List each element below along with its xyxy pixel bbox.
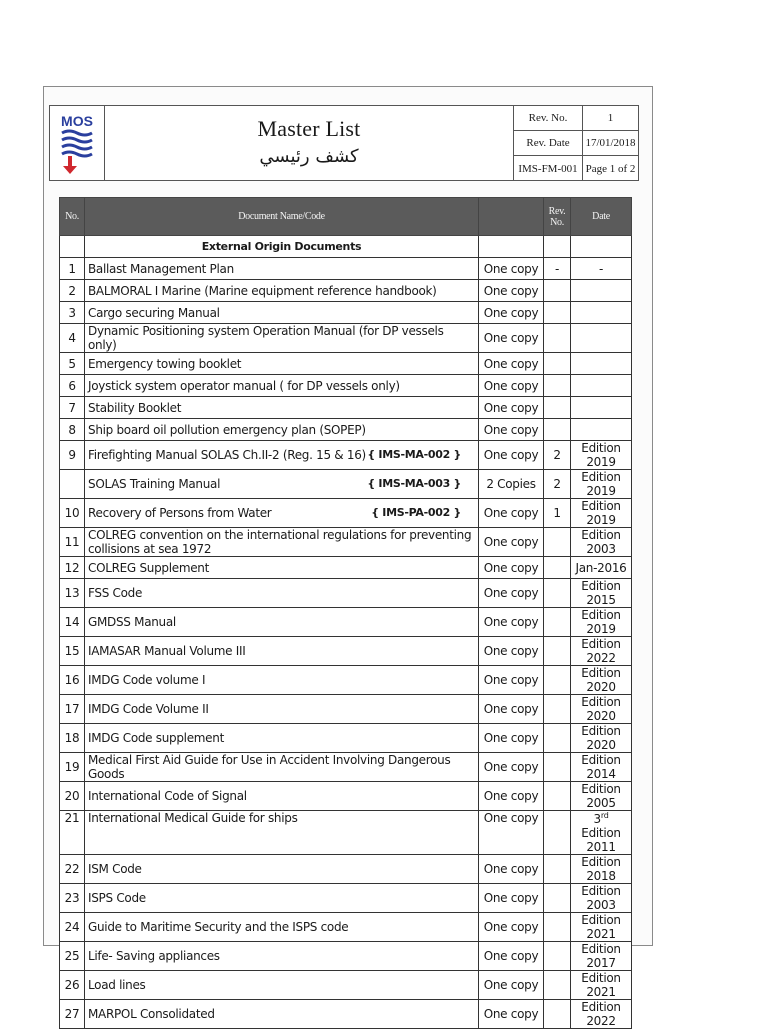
section-title: External Origin Documents — [85, 236, 479, 258]
edition-date — [571, 397, 632, 419]
edition-date — [571, 324, 632, 353]
rev-no-row — [514, 106, 638, 131]
copy-count: One copy — [479, 557, 544, 579]
copy-count: One copy — [479, 441, 544, 470]
rev-number — [544, 913, 571, 942]
document-name — [85, 782, 479, 811]
rev-number — [544, 666, 571, 695]
table-row — [60, 637, 632, 666]
row-number: 24 — [60, 913, 85, 942]
copy-count: One copy — [479, 528, 544, 557]
table-header-row — [60, 198, 632, 236]
rev-date-value: 17/01/2018 — [585, 137, 636, 149]
table-row — [60, 782, 632, 811]
row-number: 11 — [60, 528, 85, 557]
title-block — [105, 106, 514, 180]
document-name — [85, 353, 479, 375]
edition-date: Jan-2016 — [571, 557, 632, 579]
copy-count: One copy — [479, 280, 544, 302]
edition-date — [571, 280, 632, 302]
copy-count: One copy — [479, 811, 544, 855]
edition-date: Edition 2022 — [571, 1000, 632, 1029]
document-name — [85, 579, 479, 608]
document-name-text: Cargo securing Manual — [88, 305, 220, 320]
document-name — [85, 302, 479, 324]
copy-count: One copy — [479, 375, 544, 397]
table-row — [60, 579, 632, 608]
row-number: 5 — [60, 353, 85, 375]
edition-date: - — [571, 258, 632, 280]
rev-number — [544, 782, 571, 811]
document-name — [85, 1000, 479, 1029]
form-code: IMS-FM-001 — [514, 156, 583, 181]
edition-date: Edition 2021 — [571, 971, 632, 1000]
copy-count: One copy — [479, 579, 544, 608]
rev-number: 1 — [544, 499, 571, 528]
document-name — [85, 557, 479, 579]
table-row — [60, 913, 632, 942]
row-number: 1 — [60, 258, 85, 280]
rev-number — [544, 855, 571, 884]
document-name-text: MARPOL Consolidated — [88, 1007, 215, 1021]
document-name-text: Dynamic Positioning system Operation Manual (for DP vessels only) — [88, 324, 444, 352]
row-number: 27 — [60, 1000, 85, 1029]
edition-date: Edition 2019 — [571, 470, 632, 499]
edition-date — [571, 419, 632, 441]
copy-count: One copy — [479, 942, 544, 971]
page-info: Page 1 of 2 — [585, 162, 636, 175]
document-name — [85, 528, 479, 557]
copy-count: One copy — [479, 324, 544, 353]
document-name-text: BALMORAL I Marine (Marine equipment reference handbook) — [88, 283, 437, 298]
rev-date-row — [514, 131, 638, 156]
document-name-text: FSS Code — [88, 586, 143, 600]
document-name — [85, 913, 479, 942]
edition-date: Edition 2005 — [571, 782, 632, 811]
table-row — [60, 324, 632, 353]
master-list-table — [59, 197, 632, 1029]
rev-number — [544, 557, 571, 579]
edition-date — [571, 353, 632, 375]
edition-date: Edition 2020 — [571, 695, 632, 724]
edition-date: 3rd Edition 2011 — [571, 811, 632, 855]
document-code: { IMS-PA-002 } — [371, 506, 461, 519]
rev-number — [544, 579, 571, 608]
table-row — [60, 971, 632, 1000]
rev-number — [544, 884, 571, 913]
rev-number — [544, 637, 571, 666]
copy-count: One copy — [479, 971, 544, 1000]
table-row — [60, 397, 632, 419]
document-name — [85, 811, 479, 855]
table-row — [60, 666, 632, 695]
edition-date: Edition 2019 — [571, 441, 632, 470]
table-row — [60, 302, 632, 324]
edition-date: Edition 2003 — [571, 884, 632, 913]
copy-count: One copy — [479, 913, 544, 942]
copy-count: One copy — [479, 419, 544, 441]
edition-date: Edition 2018 — [571, 855, 632, 884]
document-name-text: GMDSS Manual — [88, 615, 176, 629]
row-number: 23 — [60, 884, 85, 913]
copy-count: One copy — [479, 753, 544, 782]
copy-count: One copy — [479, 258, 544, 280]
document-name-text: ISPS Code — [88, 891, 146, 905]
document-name-text: Firefighting Manual SOLAS Ch.II-2 (Reg. 15 & 16) — [88, 448, 366, 462]
row-number — [60, 470, 85, 499]
revision-info — [514, 106, 638, 180]
document-name — [85, 419, 479, 441]
document-name — [85, 499, 479, 528]
document-name-text: IAMASAR Manual Volume III — [88, 644, 246, 658]
table-row — [60, 441, 632, 470]
document-page — [43, 86, 653, 1028]
document-name — [85, 375, 479, 397]
table-row — [60, 724, 632, 753]
row-number: 8 — [60, 419, 85, 441]
copy-count: One copy — [479, 724, 544, 753]
rev-number — [544, 302, 571, 324]
table-row — [60, 855, 632, 884]
document-code: { IMS-MA-002 } — [367, 448, 461, 461]
document-name-text: Ship board oil pollution emergency plan (SOPEP) — [88, 422, 366, 437]
row-number: 21 — [60, 811, 85, 855]
document-name — [85, 280, 479, 302]
document-name — [85, 695, 479, 724]
col-name-header: Document Name/Code — [85, 198, 479, 236]
rev-number: 2 — [544, 441, 571, 470]
document-name-text: Emergency towing booklet — [88, 356, 242, 371]
svg-text:MOS: MOS — [61, 113, 93, 129]
copy-count: One copy — [479, 608, 544, 637]
copy-count: One copy — [479, 884, 544, 913]
rev-number — [544, 353, 571, 375]
edition-date — [571, 375, 632, 397]
edition-date: Edition 2019 — [571, 608, 632, 637]
document-name-text: COLREG Supplement — [88, 560, 209, 575]
rev-number — [544, 375, 571, 397]
col-date-header: Date — [571, 198, 632, 236]
col-no-header: No. — [60, 198, 85, 236]
document-name — [85, 753, 479, 782]
row-number: 25 — [60, 942, 85, 971]
table-row — [60, 557, 632, 579]
table-row — [60, 419, 632, 441]
edition-date — [571, 302, 632, 324]
row-number: 17 — [60, 695, 85, 724]
table-row — [60, 695, 632, 724]
rev-number — [544, 397, 571, 419]
document-name — [85, 666, 479, 695]
row-number: 13 — [60, 579, 85, 608]
table-row — [60, 280, 632, 302]
table-row — [60, 1000, 632, 1029]
document-name — [85, 971, 479, 1000]
rev-number: - — [544, 258, 571, 280]
row-number: 14 — [60, 608, 85, 637]
table-row — [60, 811, 632, 855]
edition-date: Edition 2017 — [571, 942, 632, 971]
rev-number — [544, 1000, 571, 1029]
edition-date: Edition 2015 — [571, 579, 632, 608]
document-name-text: Medical First Aid Guide for Use in Accident Involving Dangerous Goods — [88, 753, 451, 781]
row-number: 15 — [60, 637, 85, 666]
rev-number — [544, 942, 571, 971]
row-number: 18 — [60, 724, 85, 753]
document-name-text: Life- Saving appliances — [88, 949, 220, 963]
rev-no-value: 1 — [607, 112, 614, 124]
rev-number — [544, 528, 571, 557]
table-row — [60, 942, 632, 971]
rev-number — [544, 280, 571, 302]
copy-count: One copy — [479, 353, 544, 375]
rev-number: 2 — [544, 470, 571, 499]
table-row — [60, 884, 632, 913]
document-name — [85, 724, 479, 753]
document-name-text: IMDG Code volume I — [88, 673, 206, 687]
copy-count: One copy — [479, 637, 544, 666]
document-name — [85, 608, 479, 637]
col-rev-header: Rev. No. — [544, 198, 571, 236]
rev-number — [544, 608, 571, 637]
copy-count: One copy — [479, 1000, 544, 1029]
document-title-arabic: كشف رئيسي — [259, 146, 359, 167]
rev-number — [544, 971, 571, 1000]
rev-number — [544, 324, 571, 353]
table-row — [60, 753, 632, 782]
edition-date: Edition 2021 — [571, 913, 632, 942]
copy-count: One copy — [479, 666, 544, 695]
table-row — [60, 499, 632, 528]
rev-no-label: Rev. No. — [514, 106, 583, 130]
row-number: 7 — [60, 397, 85, 419]
document-name — [85, 324, 479, 353]
document-name — [85, 441, 479, 470]
document-name-text: Guide to Maritime Security and the ISPS code — [88, 920, 349, 934]
document-name — [85, 855, 479, 884]
row-number: 20 — [60, 782, 85, 811]
section-row — [60, 236, 632, 258]
document-title: Master List — [257, 116, 361, 141]
edition-date: Edition 2003 — [571, 528, 632, 557]
table-row — [60, 528, 632, 557]
form-code-row — [514, 156, 638, 181]
row-number: 2 — [60, 280, 85, 302]
copy-count: One copy — [479, 855, 544, 884]
document-name — [85, 637, 479, 666]
document-name — [85, 470, 479, 499]
edition-date: Edition 2022 — [571, 637, 632, 666]
document-name-text: Stability Booklet — [88, 400, 182, 415]
col-copy-header — [479, 198, 544, 236]
document-name-text: International Code of Signal — [88, 789, 247, 803]
edition-date: Edition 2019 — [571, 499, 632, 528]
document-name-text: Recovery of Persons from Water — [88, 506, 272, 520]
copy-count: One copy — [479, 695, 544, 724]
copy-count: One copy — [479, 499, 544, 528]
table-row — [60, 375, 632, 397]
copy-count: One copy — [479, 397, 544, 419]
rev-number — [544, 724, 571, 753]
document-name-text: ISM Code — [88, 862, 142, 876]
rev-number — [544, 419, 571, 441]
row-number: 26 — [60, 971, 85, 1000]
table-row — [60, 470, 632, 499]
row-number: 6 — [60, 375, 85, 397]
company-logo — [50, 106, 105, 180]
document-header — [49, 105, 639, 181]
mos-logo-icon — [50, 106, 104, 180]
row-number: 3 — [60, 302, 85, 324]
document-name-text: IMDG Code supplement — [88, 731, 224, 745]
rev-number — [544, 753, 571, 782]
table-row — [60, 608, 632, 637]
row-number: 22 — [60, 855, 85, 884]
document-name-text: Ballast Management Plan — [88, 261, 234, 276]
copy-count: One copy — [479, 782, 544, 811]
document-name-text: IMDG Code Volume II — [88, 702, 209, 716]
edition-date: Edition 2014 — [571, 753, 632, 782]
rev-number — [544, 695, 571, 724]
rev-date-label: Rev. Date — [514, 131, 583, 155]
table-row — [60, 353, 632, 375]
table-row — [60, 258, 632, 280]
rev-number — [544, 811, 571, 855]
row-number: 10 — [60, 499, 85, 528]
document-name — [85, 884, 479, 913]
edition-date: Edition 2020 — [571, 666, 632, 695]
document-name-text: Joystick system operator manual ( for DP vessels only) — [88, 378, 400, 393]
document-name-text: Load lines — [88, 978, 146, 992]
document-name — [85, 397, 479, 419]
row-number: 19 — [60, 753, 85, 782]
copy-count: One copy — [479, 302, 544, 324]
document-name-text: International Medical Guide for ships — [88, 811, 298, 825]
document-code: { IMS-MA-003 } — [367, 477, 461, 490]
row-number: 16 — [60, 666, 85, 695]
row-number: 4 — [60, 324, 85, 353]
document-name — [85, 942, 479, 971]
row-number: 12 — [60, 557, 85, 579]
row-number: 9 — [60, 441, 85, 470]
document-name-text: COLREG convention on the international regulations for preventing collisions at sea 1972 — [88, 528, 472, 556]
document-name-text: SOLAS Training Manual — [88, 477, 221, 491]
edition-date: Edition 2020 — [571, 724, 632, 753]
document-name — [85, 258, 479, 280]
copy-count: 2 Copies — [479, 470, 544, 499]
